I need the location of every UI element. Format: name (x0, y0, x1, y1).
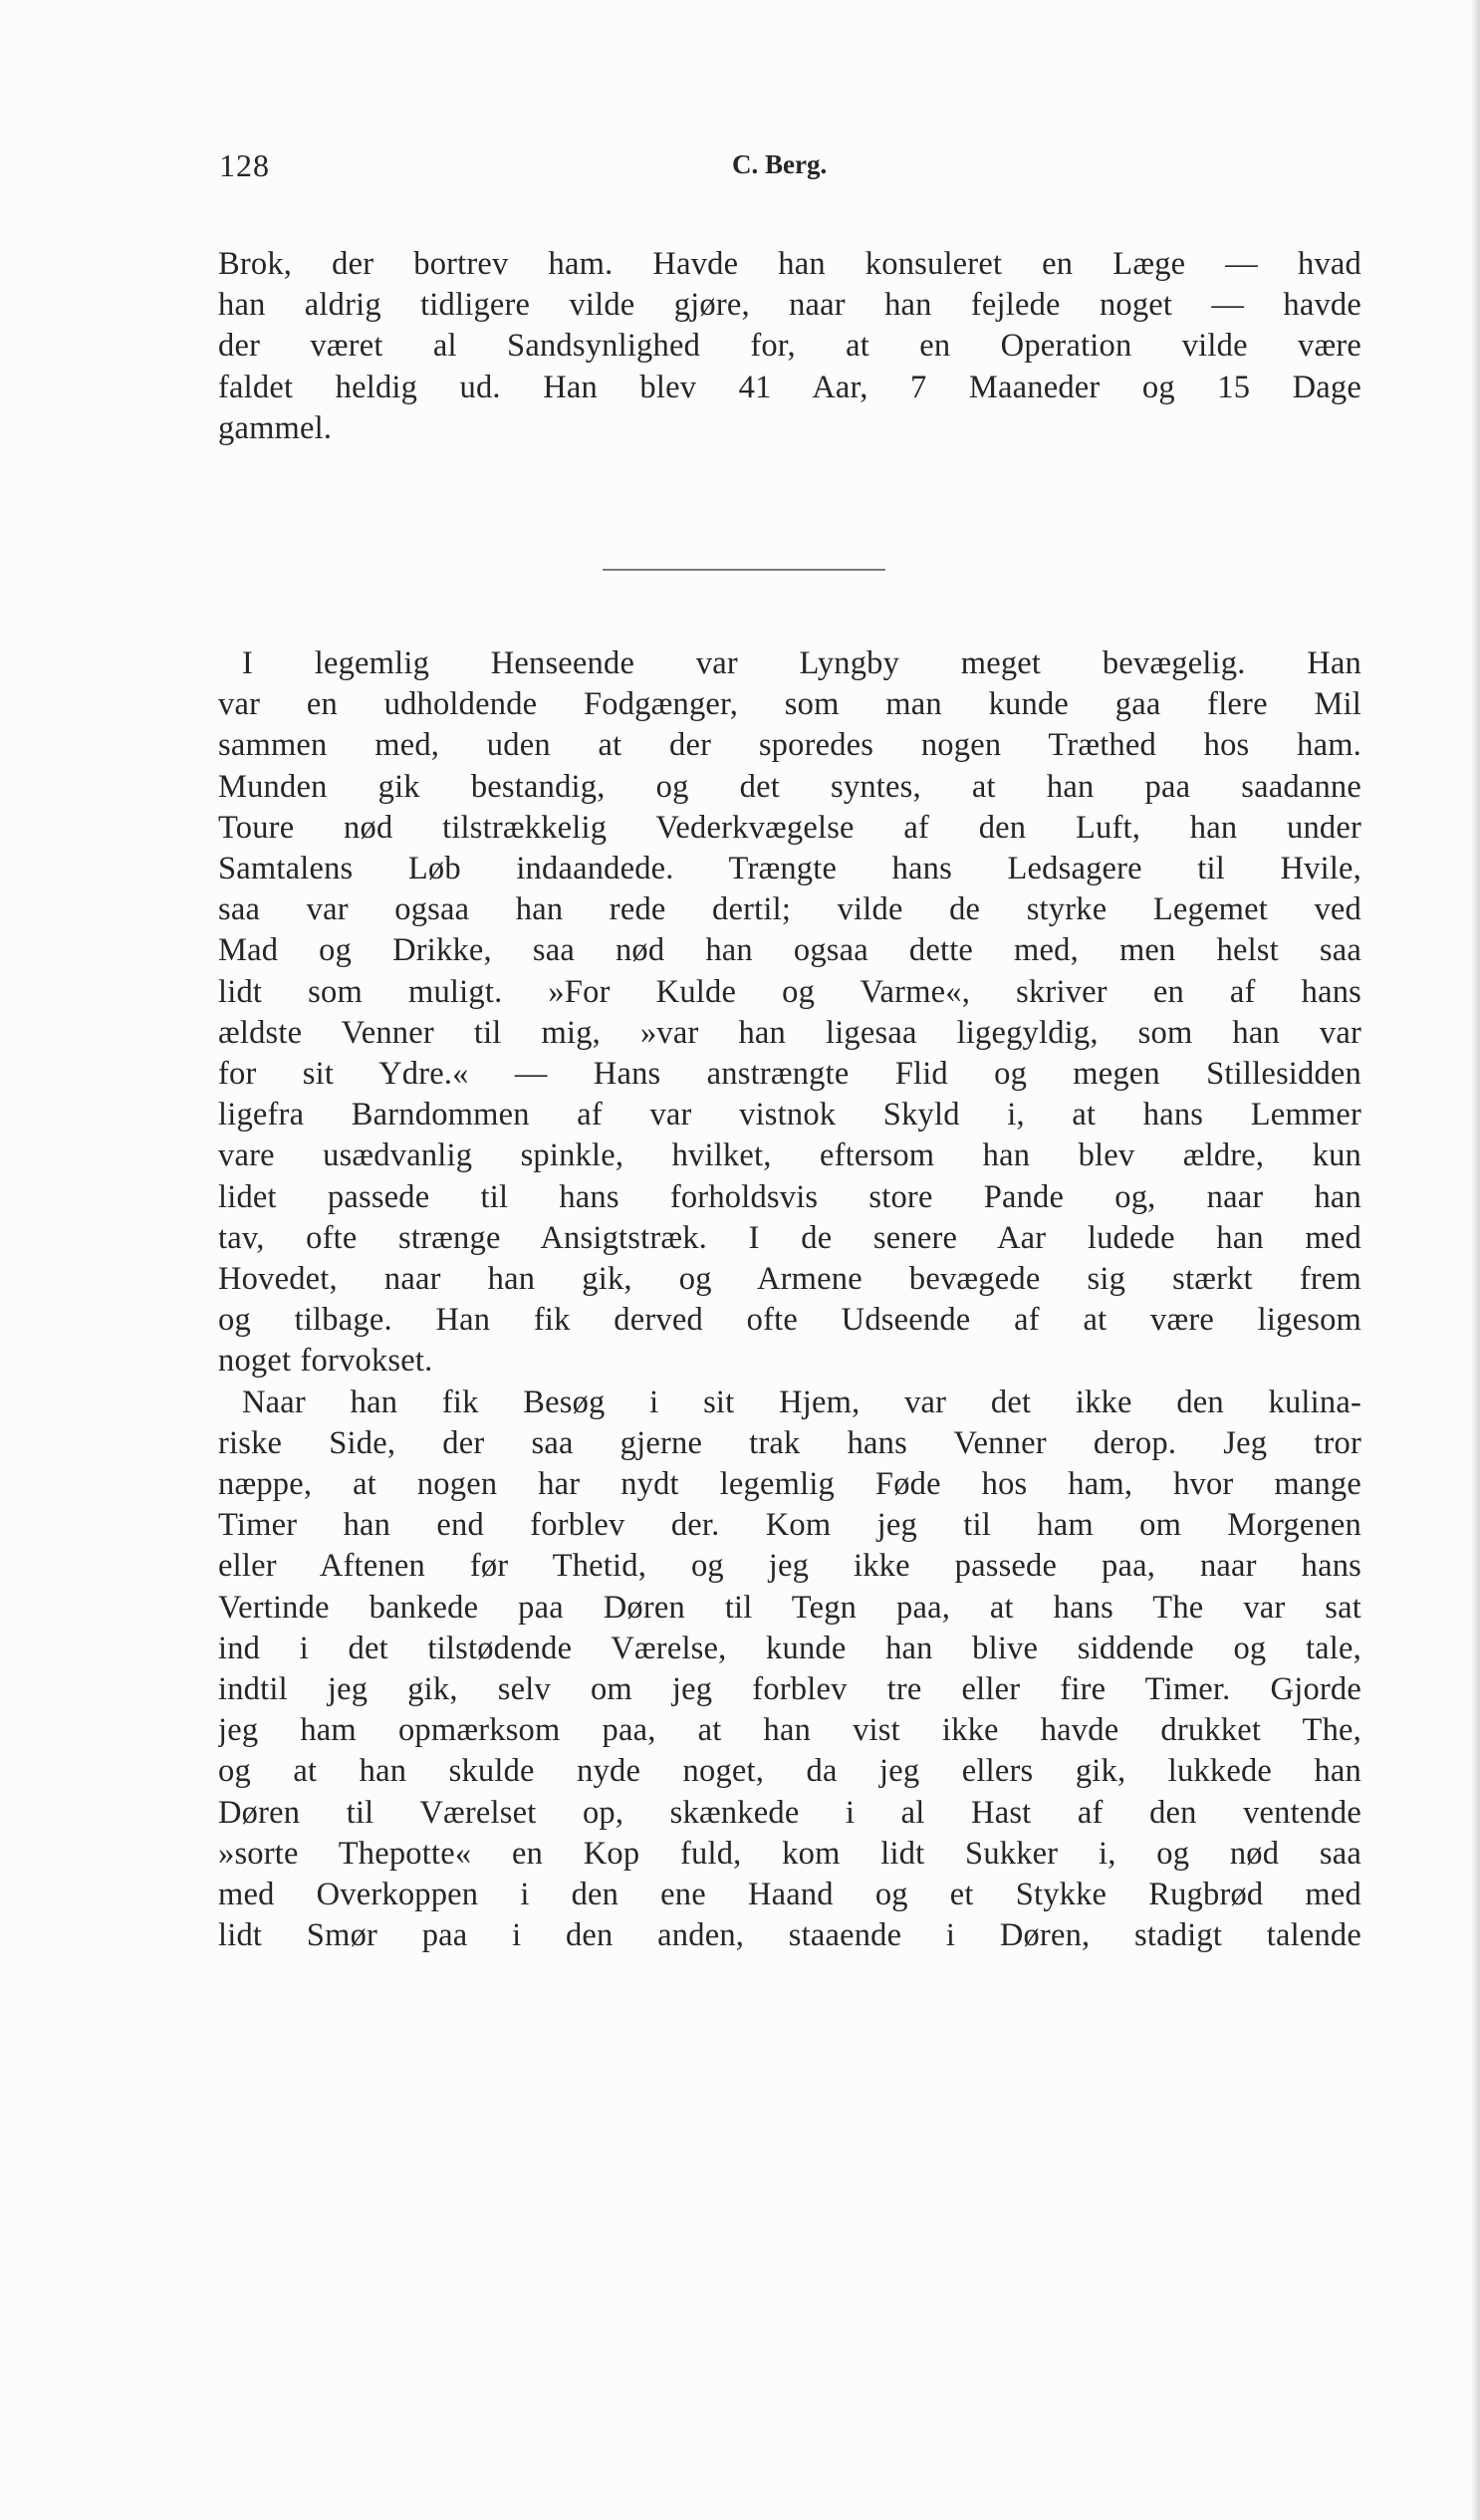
text-line: indtil jeg gik, selv om jeg forblev tre eller fire Timer. Gjorde (218, 1671, 1361, 1708)
text-line: I legemlig Henseende var Lyngby meget bevægelig. Han (242, 645, 1361, 681)
text-line: næppe, at nogen har nydt legemlig Føde hos ham, hvor mange (218, 1466, 1361, 1503)
text-line: Toure nød tilstrækkelig Vederkvægelse af den Luft, han under (218, 809, 1361, 846)
text-line: der været al Sandsynlighed for, at en Operation vilde være (218, 328, 1361, 365)
text-line: gammel. (218, 409, 333, 446)
text-line: Vertinde bankede paa Døren til Tegn paa, at hans The var sat (218, 1589, 1361, 1626)
text-line: han aldrig tidligere vilde gjøre, naar han fejlede noget — havde (218, 287, 1361, 324)
text-line: riske Side, der saa gjerne trak hans Venner derop. Jeg tror (218, 1424, 1361, 1461)
text-line: var en udholdende Fodgænger, som man kunde gaa flere Mil (218, 686, 1361, 723)
page-edge-shadow (1472, 0, 1480, 2520)
text-line: »sorte Thepotte« en Kop fuld, kom lidt Sukker i, og nød saa (218, 1835, 1361, 1872)
text-line: faldet heldig ud. Han blev 41 Aar, 7 Maaneder og 15 Dage (218, 369, 1361, 405)
text-line: og tilbage. Han fik derved ofte Udseende af at være ligesom (218, 1302, 1361, 1339)
text-line: Timer han end forblev der. Kom jeg til ham om Morgenen (218, 1507, 1361, 1544)
text-line: lidt som muligt. »For Kulde og Varme«, skriver en af hans (218, 973, 1361, 1010)
paragraph-1 (218, 244, 1361, 449)
text-line: Hovedet, naar han gik, og Armene bevægede sig stærkt frem (218, 1261, 1361, 1298)
text-line: Døren til Værelset op, skænkede i al Hast af den ventende (218, 1794, 1361, 1831)
text-line: saa var ogsaa han rede dertil; vilde de styrke Legemet ved (218, 891, 1361, 928)
text-line: ligefra Barndommen af var vistnok Skyld i, at hans Lemmer (218, 1097, 1361, 1134)
page-number: 128 (219, 147, 270, 183)
text-line: ældste Venner til mig, »var han ligesaa ligegyldig, som han var (218, 1014, 1361, 1051)
text-line: jeg ham opmærksom paa, at han vist ikke havde drukket The, (218, 1712, 1361, 1749)
text-line: med Overkoppen i den ene Haand og et Stykke Rugbrød med (218, 1877, 1361, 1913)
running-head (219, 147, 916, 187)
text-line: Brok, der bortrev ham. Havde han konsuleret en Læge — hvad (218, 246, 1361, 282)
text-line: noget forvokset. (218, 1343, 433, 1380)
running-head-author: C. Berg. (732, 149, 828, 179)
text-line: vare usædvanlig spinkle, hvilket, eftersom han blev ældre, kun (218, 1137, 1361, 1174)
text-line: Mad og Drikke, saa nød han ogsaa dette med, men helst saa (218, 932, 1361, 969)
text-line: Naar han fik Besøg i sit Hjem, var det ikke den kulina- (242, 1384, 1361, 1420)
text-line: for sit Ydre.« — Hans anstrængte Flid og megen Stillesidden (218, 1056, 1361, 1093)
text-line: Munden gik bestandig, og det syntes, at han paa saadanne (218, 768, 1361, 805)
main-text (218, 643, 1361, 1957)
text-line: lidt Smør paa i den anden, staaende i Døren, stadigt talende (218, 1917, 1361, 1954)
text-line: tav, ofte strænge Ansigtstræk. I de senere Aar ludede han med (218, 1219, 1361, 1256)
text-line: ind i det tilstødende Værelse, kunde han blive siddende og tale, (218, 1630, 1361, 1666)
text-line: Samtalens Løb indaandede. Trængte hans Ledsagere til Hvile, (218, 851, 1361, 887)
section-divider (603, 569, 885, 571)
text-line: sammen med, uden at der sporedes nogen Træthed hos ham. (218, 727, 1361, 764)
text-line: eller Aftenen før Thetid, og jeg ikke passede paa, naar hans (218, 1548, 1361, 1585)
text-line: og at han skulde nyde noget, da jeg ellers gik, lukkede han (218, 1753, 1361, 1790)
text-line: lidet passede til hans forholdsvis store Pande og, naar han (218, 1178, 1361, 1215)
